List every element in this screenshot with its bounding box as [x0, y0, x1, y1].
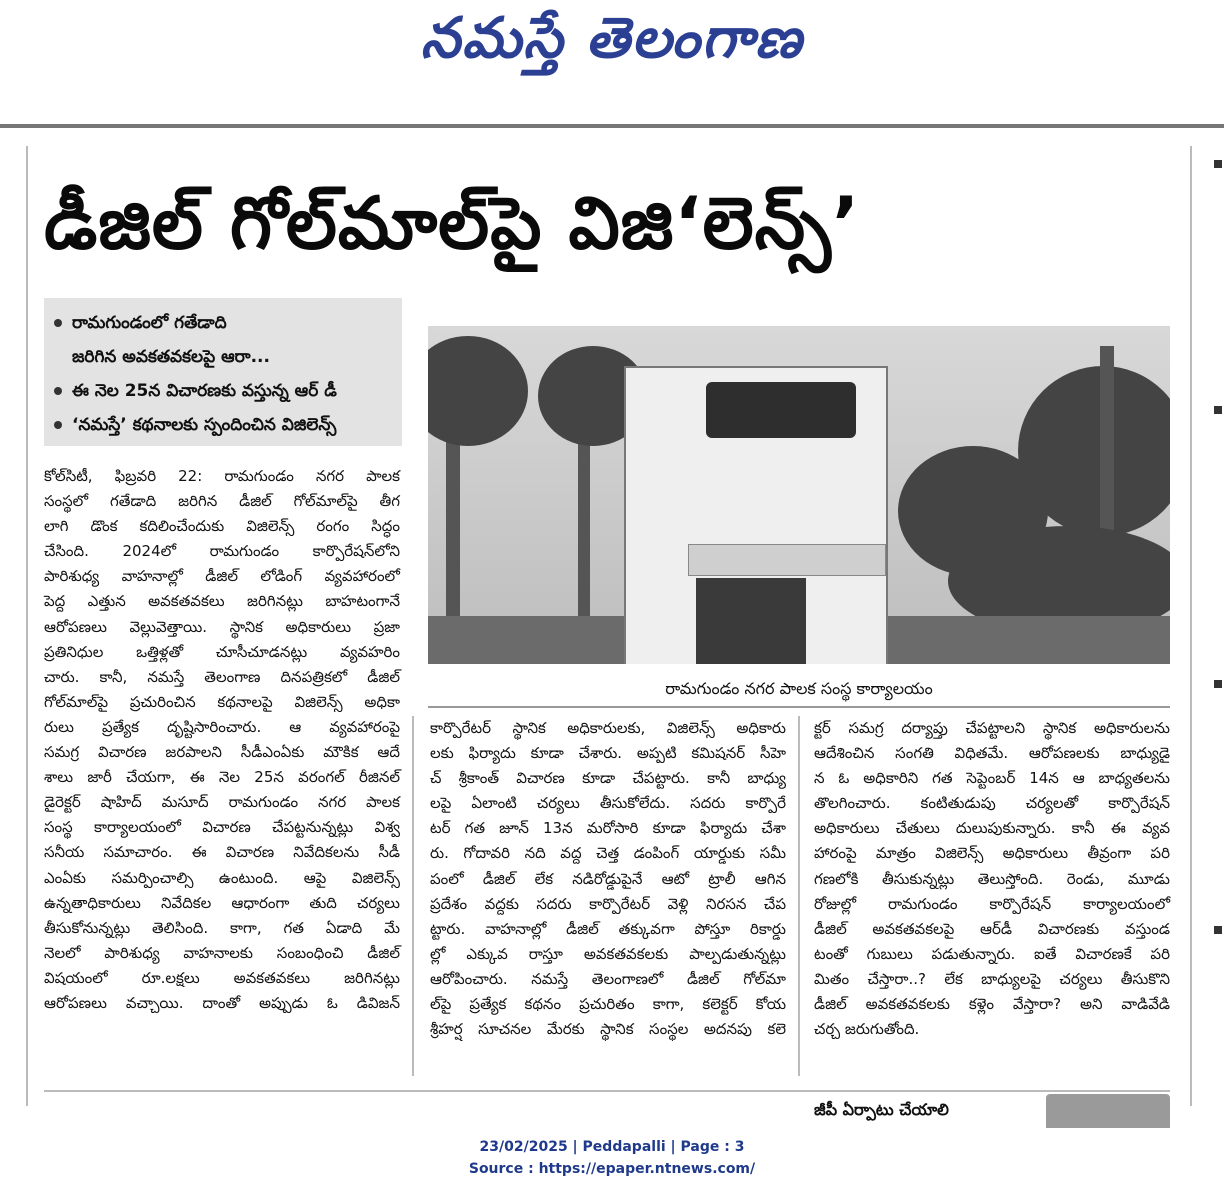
text-line: గోల్‌మాల్‌పై ప్రచురించిన కథనాలపై విజిలెన్స్ అధికా [44, 692, 400, 711]
text-line: చేసింది. 2024లో రామగుండం కార్పొరేషన్‌లోని [44, 542, 400, 561]
text-line: విషయంలో రూ.లక్షలు అవకతవకలు జరిగినట్లు [44, 968, 400, 987]
article-photo [428, 326, 1170, 664]
text-line: ప్రతినిధుల ఒత్తిళ్లతో చూసీచూడనట్లు వ్యవహరిం [44, 642, 400, 661]
article-column-2 [430, 716, 786, 1042]
article-bottom-rule [44, 1090, 1170, 1092]
text-line: ఆరోపించారు. నమస్తే తెలంగాణలో డీజిల్ గోల్‌మా [430, 969, 786, 988]
headline: డీజిల్ గోల్‌మాల్‌పై విజి‘లెన్స్’ [44, 181, 861, 265]
text-line: న ఓ అధికారిని గత సెప్టెంబర్ 14న ఆ బాధ్యతలను [814, 769, 1170, 788]
footer-source-link[interactable]: Source : https://epaper.ntnews.com/ [468, 1161, 756, 1177]
left-column-rule [26, 146, 28, 1106]
subheadline-item: ఈ నెల 25న విచారణకు వస్తున్న ఆర్ డీ [54, 374, 402, 408]
text-line: కోల్‌సిటీ, ఫిబ్రవరి 22: రామగుండం నగర పాలక [44, 467, 400, 485]
bullet-icon [54, 387, 62, 395]
office-building [624, 366, 888, 664]
portrait-photo [1046, 1094, 1170, 1128]
text-line: ప్రదేశం వద్దకు సదరు కార్పొరేటర్ వెళ్లి నిరసన చేప [430, 894, 786, 913]
text-line: ట్టారు. వాహనాల్లో డీజిల్ తక్కువగా పోస్తూ రికార్డు [430, 919, 786, 938]
text-line: సనీయ సమాచారం. ఈ విచారణ నివేదికలను సీడీ [44, 843, 400, 862]
photo-caption: రామగుండం నగర పాలక సంస్థ కార్యాలయం [428, 672, 1170, 708]
text-line: సంస్థ కార్యాలయంలో విచారణ చేపట్టనున్నట్లు విశ్వ [44, 818, 400, 837]
text-line: ల్లో ఎక్కువ రాస్తూ అవకతవకలకు పాల్పడుతున్నట్లు [430, 944, 786, 963]
column-divider [798, 716, 800, 1076]
text-line: ల్‌పై ప్రత్యేక కథనం ప్రచురితం కాగా, కలెక్టర్ కోయ [430, 995, 786, 1014]
text-line: టంతో గుబులు పడుతున్నారు. ఐతే విచారణకే పరి [814, 944, 1170, 963]
text-line: తీసుకోనున్నట్లు తెలిసింది. కాగా, గత ఏడాది మే [44, 918, 400, 937]
text-line: రు. గోదావరి నది వద్ద చెత్త డంపింగ్ యార్డుకు సమీ [430, 844, 786, 863]
text-line: లపై ఏలాంటి చర్యలు తీసుకోలేదు. సదరు కార్పొరే [430, 794, 786, 813]
text-line: శ్రీహర్ష సూచనల మేరకు స్థానిక సంస్థల అదనపు కలె [430, 1020, 786, 1039]
text-line: చ్ శ్రీకాంత్ విచారణ కూడా చేపట్టారు. కానీ బాధ్యు [430, 769, 786, 788]
text-line: పంలో డీజిల్ లేక నడిరోడ్డుపైనే ఆటో ట్రాలీ ఆగిన [430, 869, 786, 888]
subheadline-item: ‘నమస్తే’ కథనాలకు స్పందించిన విజిలెన్స్ [54, 408, 402, 442]
text-line: లకు ఫిర్యాదు కూడా చేశారు. అప్పటి కమిషనర్ సీహె [430, 744, 786, 763]
text-line: సమగ్ర విచారణ జరపాలని సీడీఎంఏకు మౌకిక ఆదే [44, 743, 400, 762]
text-line: డైరెక్టర్ షాహిద్ మసూద్ రామగుండం నగర పాలక [44, 793, 400, 812]
text-line: డీజిల్ అవకతవకలకు కళ్లెం వేస్తారా? అని వాడివేడి [814, 995, 1170, 1014]
bullet-icon [54, 421, 62, 429]
text-line: లాగి డొంక కదిలించేందుకు విజిలెన్స్ రంగం సిద్ధం [44, 517, 400, 536]
text-line: అధికారులు చేతులు దులుపుకున్నారు. కానీ ఈ వ్యవ [814, 819, 1170, 838]
text-line: ఆదేశించిన సంగతి విధితమే. ఆరోపణలకు బాధ్యుడై [814, 744, 1170, 763]
text-line: టర్ గత జూన్ 13న మరోసారి కూడా ఫిర్యాదు చేశా [430, 819, 786, 838]
text-line: రులు ప్రత్యేక దృష్టిసారించారు. ఆ వ్యవహారంపై [44, 717, 400, 736]
text-line: పెద్ద ఎత్తున అవకతవకలు జరిగినట్లు బాహటంగానే [44, 592, 400, 611]
text-line: రోజుల్లో రామగుండం కార్పొరేషన్ కార్యాలయంలో [814, 894, 1170, 913]
text-line: డీజిల్ అవకతవకలపై ఆర్‌డీ విచారణకు వస్తుండ [814, 919, 1170, 938]
adjacent-column-edge [1212, 150, 1224, 1110]
text-line: నెలలో పారిశుధ్య వాహనాలకు సంబంధించి డీజిల్ [44, 943, 400, 962]
subheadline-item: జరిగిన అవకతవకలపై ఆరా... [72, 347, 270, 367]
text-line: ఆరోపణలు వచ్చాయి. దాంతో అప్పుడు ఓ డివిజన్ [44, 993, 400, 1012]
text-line: ఉన్నతాధికారులు నివేదికల ఆధారంగా తుది చర్యలు [44, 893, 400, 912]
footer-date-line: 23/02/2025 | Peddapalli | Page : 3 [479, 1139, 745, 1155]
section-strip [0, 96, 1224, 114]
text-line: క్టర్ సమగ్ర దర్యాప్తు చేపట్టాలని స్థానిక అధికారులను [814, 719, 1170, 737]
text-line: తొలగించారు. కంటితుడుపు చర్యలతో కార్పొరేషన్ [814, 794, 1170, 813]
building-signboard [706, 382, 856, 438]
text-line: సంస్థలో గతేడాది జరిగిన డీజిల్ గోల్‌మాల్‌పై తీగ [44, 492, 400, 511]
text-line: శాలు జారీ చేయగా, ఈ నెల 25న వరంగల్ రీజినల్ [44, 768, 400, 787]
right-column-rule [1190, 146, 1192, 1106]
article-column-3 [814, 716, 1170, 1042]
text-line: మితం చేస్తారా..? లేక బాధ్యులపై చర్యలు తీసుకొని [814, 969, 1170, 988]
text-line: చర్చ జరుగుతోంది. [814, 1020, 920, 1039]
text-line: గణలోకి తీసుకున్నట్లు తెలుస్తోంది. రెండు, మూడు [814, 869, 1170, 888]
subheadline-item: రామగుండంలో గతేడాది [54, 306, 402, 340]
text-line: కార్పొరేటర్ స్థానిక అధికారులకు, విజిలెన్స్ అధికారు [430, 719, 786, 737]
bullet-icon [54, 319, 62, 327]
subheadline-box [44, 298, 402, 446]
column-divider [412, 716, 414, 1076]
text-line: ఎంఏకు సమర్పించాల్సి ఉంటుంది. ఆపై విజిలెన్స్ [44, 868, 400, 887]
article-column-1 [44, 464, 400, 1016]
text-line: ఆరోపణలు వెల్లువెత్తాయి. స్థానిక అధికారులు ప్రజా [44, 617, 400, 636]
next-article-heading: జీపీ ఏర్పాటు చేయాలి [814, 1100, 949, 1119]
masthead-rule [0, 124, 1224, 128]
page-footer [0, 1136, 1224, 1180]
text-line: పారిశుధ్య వాహనాల్లో డీజిల్ లోడింగ్ వ్యవహారంలో [44, 567, 400, 586]
text-line: చారు. కానీ, నమస్తే తెలంగాణ దినపత్రికలో డీజిల్ [44, 667, 400, 686]
text-line: హారంపై మాత్రం విజిలెన్స్ అధికారులు తీవ్రంగా పరి [814, 844, 1170, 863]
masthead [0, 0, 1224, 90]
newspaper-logo: నమస్తే తెలంగాణ [420, 6, 804, 71]
